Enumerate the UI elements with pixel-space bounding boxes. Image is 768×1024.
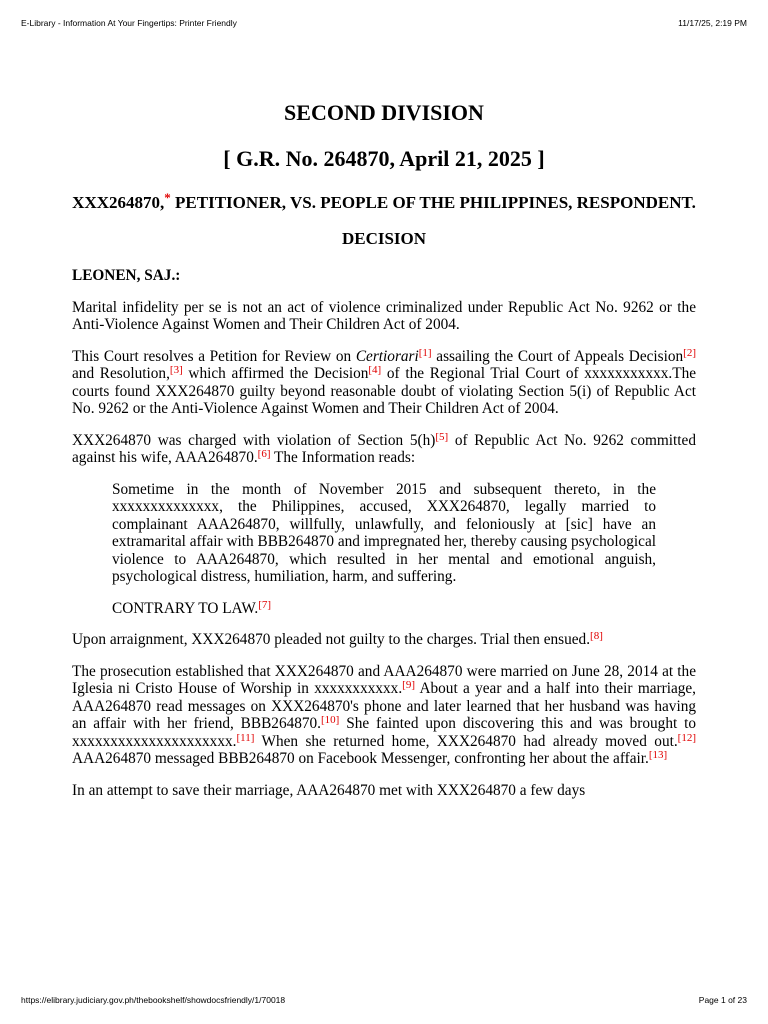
text-run: AAA264870 messaged BBB264870 on Facebook Messenger, confronting her about the affair. xyxy=(72,750,649,767)
text-run: About a year and a half into their marriage, AAA264870 read messages on XXX264870's phone and later learned that her husband was having an affair with her friend, BBB264870. xyxy=(72,680,697,732)
footnote-link-7[interactable]: [7] xyxy=(258,598,272,611)
print-footer xyxy=(0,995,768,1005)
footnote-link-4[interactable]: [4] xyxy=(368,364,382,376)
print-footer-page-number: Page 1 of 23 xyxy=(698,995,747,1005)
case-number: [ G.R. No. 264870, April 21, 2025 ] xyxy=(223,146,545,171)
text-run: This Court resolves a Petition for Review on xyxy=(72,347,356,365)
ponente: LEONEN, SAJ.: xyxy=(72,267,181,284)
text-run: assailing the Court of Appeals Decision xyxy=(431,347,684,365)
paragraph-4 xyxy=(72,631,696,649)
footnote-link-2[interactable]: [2] xyxy=(683,346,696,359)
text-run: XXX264870 was charged with violation of Section 5(h) xyxy=(72,431,436,449)
print-footer-url: https://elibrary.judiciary.gov.ph/thebookshelf/showdocsfriendly/1/70018 xyxy=(21,995,286,1005)
document-body xyxy=(72,100,696,799)
quote-text: Sometime in the month of November 2015 and subsequent thereto, in the xxxxxxxxxxxxxx, the Philippines, accused, XXX264870, legally married to complainant AAA264870, willfully, unlawfully, and feloniously at [sic] have an extramarital affair with BBB264870 and impregnated her, thereby causing psychological violence to AAA264870, which resulted in her mental and emotional anguish, psychological distress, humiliation, harm, and suffering. xyxy=(112,480,656,585)
footnote-link-12[interactable]: [12] xyxy=(677,731,696,744)
footnote-link-5[interactable]: [5] xyxy=(435,430,449,443)
decision-heading: DECISION xyxy=(341,229,427,248)
quote-closing xyxy=(112,600,656,618)
paragraph-1: Marital infidelity per se is not an act of violence criminalized under Republic Act No. 9262 or the Anti-Violence Against Women and Their Children Act of 2004. xyxy=(72,298,696,333)
footnote-link-13[interactable]: [13] xyxy=(648,749,668,761)
text-run: Upon arraignment, XXX264870 pleaded not guilty to the charges. Trial then ensued. xyxy=(72,631,591,648)
text-run: The prosecution established that XXX264870 and AAA264870 were married on June 28, 2014 at the Iglesia ni Cristo House of Worship in xxxxxxxxxxx. xyxy=(72,662,696,697)
paragraph-2 xyxy=(72,348,696,418)
footnote-link-11[interactable]: [11] xyxy=(236,731,255,744)
paragraph-6: In an attempt to save their marriage, AAA264870 met with XXX264870 a few days xyxy=(72,781,586,799)
case-parties xyxy=(72,190,696,212)
footnote-link-9[interactable]: [9] xyxy=(402,679,415,691)
footnote-link-1[interactable]: [1] xyxy=(418,346,432,359)
parties-rest: PETITIONER, VS. PEOPLE OF THE PHILIPPINES, RESPONDENT. xyxy=(170,193,696,212)
print-header xyxy=(0,18,768,28)
text-run: The Information reads: xyxy=(270,449,416,466)
paragraph-5 xyxy=(72,663,696,768)
text-run-italic: Certiorari xyxy=(355,347,419,365)
footnote-link-8[interactable]: [8] xyxy=(590,630,603,642)
information-blockquote xyxy=(112,481,656,618)
text-run: CONTRARY TO LAW. xyxy=(112,599,259,617)
text-run: of Republic Act No. 9262 committed against his wife, AAA264870. xyxy=(72,431,696,466)
text-run: and Resolution, xyxy=(72,365,170,382)
text-run: When she returned home, XXX264870 had already moved out. xyxy=(254,732,678,750)
print-header-title: E-Library - Information At Your Fingertips: Printer Friendly xyxy=(21,18,237,28)
text-run: She fainted upon discovering this and was brought to xxxxxxxxxxxxxxxxxxxxx. xyxy=(72,715,696,750)
division-heading: SECOND DIVISION xyxy=(284,100,484,125)
petitioner-name: XXX264870, xyxy=(72,193,165,212)
footnote-link-3[interactable]: [3] xyxy=(169,364,183,376)
text-run: of the Regional Trial Court of xxxxxxxxxxx.The courts found XXX264870 guilty beyond reasonable doubt of violating Section 5(i) of Republic Act No. 9262 or the Anti-Violence Against Women and Their Children Act of 2004. xyxy=(72,365,697,417)
footnote-link-6[interactable]: [6] xyxy=(257,448,271,460)
print-header-timestamp: 11/17/25, 2:19 PM xyxy=(678,18,747,28)
footnote-link-10[interactable]: [10] xyxy=(321,714,340,726)
asterisk-footnote-link[interactable]: * xyxy=(164,190,171,205)
text-run: which affirmed the Decision xyxy=(182,365,369,382)
paragraph-3 xyxy=(72,432,696,467)
